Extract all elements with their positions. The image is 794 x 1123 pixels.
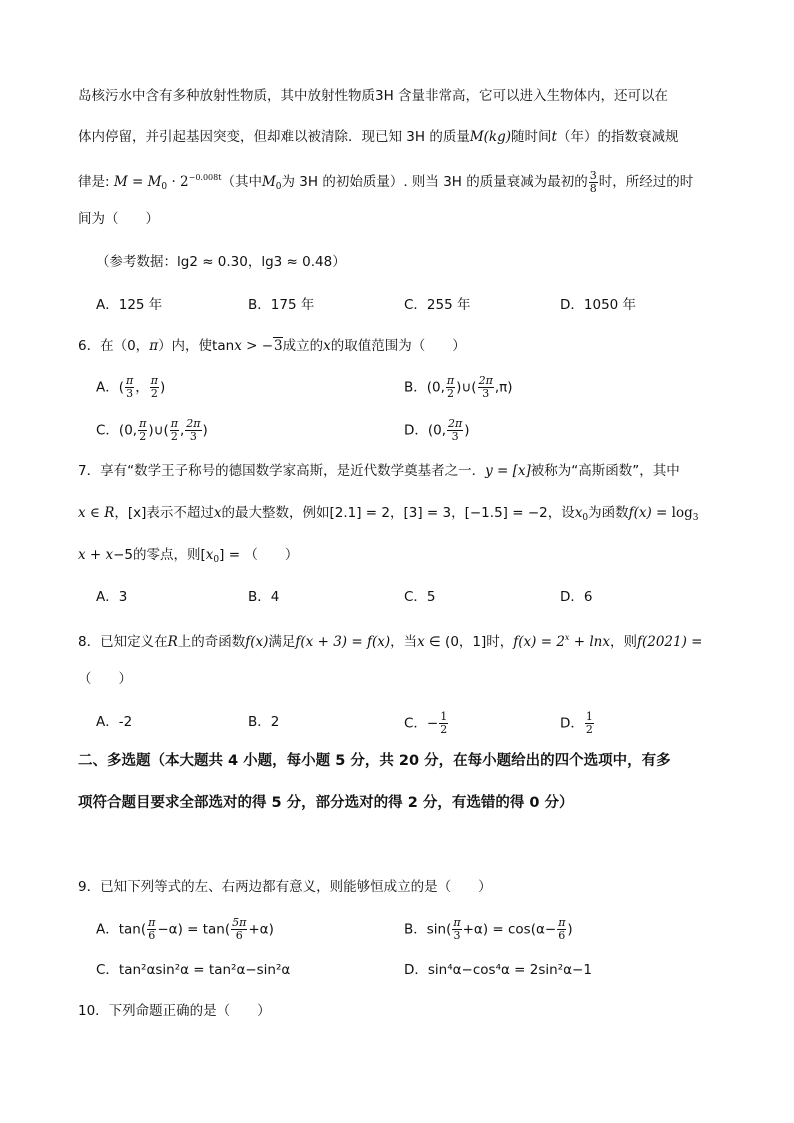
q7-option-a: A．3 [96, 589, 128, 605]
q10-stem: 10．下列命题正确的是（ ） [78, 1003, 271, 1019]
q7-option-b: B．4 [248, 589, 280, 605]
q6-option-b: B．(0, $\frac{\pi}{2}$ )∪( $\frac{2\pi}{3}$ ,π) [404, 374, 513, 400]
q7-line-1: 7．享有“数学王子称号的德国数学家高斯，是近代数学奠基者之一．y = [x]被称为“高斯函数”，其中 [78, 463, 680, 479]
q6-option-d: D．(0, $\frac{2\pi}{3}$ ) [404, 417, 470, 443]
q5-line-3: 律是: $M = M_0 \cdot 2^{-0.008t}$（其中$M_0$为 3H 的初始质量）. 则当 3H 的质量衰减为最初的 $\frac{3}{8}$ 时，所经过的时 [78, 168, 694, 195]
q8-line-2: （ ） [78, 671, 132, 687]
q5-option-a: A．125 年 [96, 297, 163, 313]
q9-option-d: D．sin⁴α−cos⁴α = 2sin²α−1 [404, 962, 592, 978]
q8-option-d: D． $\frac{1}{2}$ [560, 710, 593, 736]
q8-option-c: C．− $\frac{1}{2}$ [404, 710, 448, 736]
q5-option-c: C．255 年 [404, 297, 471, 313]
q7-line-3: x + x−5的零点，则$[x_0]$ = （ ） [78, 547, 299, 565]
section-heading-line-2: 项符合题目要求全部选对的得 5 分，部分选对的得 2 分，有选错的得 0 分） [78, 795, 574, 811]
q9-option-a: A．tan( $\frac{\pi}{6}$ −α) = tan( $\frac{5\pi}{6}$ +α) [96, 916, 274, 942]
q6-option-a: A．( $\frac{\pi}{3}$ ， $\frac{\pi}{2}$ ) [96, 374, 166, 400]
q9-option-b: B．sin( $\frac{\pi}{3}$ +α) = cos(α− $\frac{\pi}{6}$ ) [404, 916, 573, 942]
q7-option-d: D．6 [560, 589, 593, 605]
q7-option-c: C．5 [404, 589, 436, 605]
q5-reference-data: （参考数据：lg2 ≈ 0.30，lg3 ≈ 0.48） [96, 254, 346, 270]
q6-stem: 6．在（0，π）内，使tanx > −3成立的x的取值范围为（ ） [78, 338, 466, 354]
q9-stem: 9．已知下列等式的左、右两边都有意义，则能够恒成立的是（ ） [78, 879, 492, 895]
q6-option-c: C．(0, $\frac{\pi}{2}$ )∪( $\frac{\pi}{2}$ , $\frac{2\pi}{3}$ ) [96, 417, 208, 443]
q7-line-2: x ∈ R，[x]表示不超过x的最大整数，例如[2.1] = 2，[3] = 3，[−1.5] = −2，设$x_0$为函数$f(x) = \log_3$ [78, 505, 699, 523]
q8-option-b: B．2 [248, 714, 280, 730]
q5-line-1: 岛核污水中含有多种放射性物质，其中放射性物质3H 含量非常高，它可以进入生物体内，还可以在 [78, 88, 669, 104]
q5-line-4: 间为（ ） [78, 211, 159, 227]
q5-option-b: B．175 年 [248, 297, 315, 313]
q5-option-d: D．1050 年 [560, 297, 637, 313]
fraction: $\frac{3}{8}$ [589, 168, 597, 195]
q5-line-2: 体内停留，并引起基因突变，但却难以被清除．现已知 3H 的质量M(kg)随时间t（年）的指数衰减规 [78, 129, 679, 145]
section-heading-line-1: 二、多选题（本大题共 4 小题，每小题 5 分，共 20 分，在每小题给出的四个选项中，有多 [78, 753, 671, 769]
q8-option-a: A．-2 [96, 714, 133, 730]
q9-option-c: C．tan²αsin²α = tan²α−sin²α [96, 962, 291, 978]
q8-line-1: 8．已知定义在R上的奇函数f(x)满足f(x + 3) = f(x)，当x ∈ (0，1]时，$f(x) = 2^x + \ln x$，则f(2021) = [78, 633, 703, 650]
